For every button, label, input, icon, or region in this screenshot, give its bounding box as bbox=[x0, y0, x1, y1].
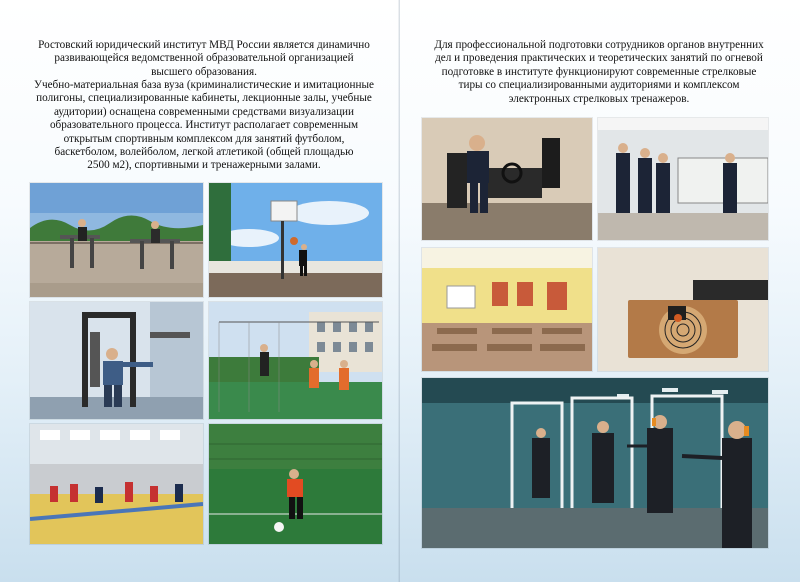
gym-machine-photo bbox=[30, 302, 203, 419]
facilities-line: баскетболом, волейболом, легкой атлетикой (общей площадью bbox=[54, 146, 354, 159]
shooting-line: подготовке в институте функционируют современные стрелковые bbox=[441, 65, 757, 78]
intro-line: Ростовский юридический институт МВД России является динамично bbox=[38, 39, 370, 51]
facilities-line: Учебно-материальная база вуза (криминалистические и имитационные bbox=[34, 79, 374, 91]
outdoor-gym-photo bbox=[30, 183, 203, 297]
officers-classroom-photo bbox=[598, 118, 768, 240]
facilities-line: аудитории) оснащена современными средствами визуализации bbox=[53, 105, 355, 118]
right-page bbox=[400, 0, 800, 582]
facilities-line: образовательного процесса. Институт располагает современным bbox=[49, 119, 359, 132]
simulator-photo bbox=[422, 118, 592, 240]
facilities-line: открытым спортивным комплексом для занятий футболом, bbox=[63, 132, 345, 145]
shooting-line: тиры со специализированными аудиториями и комплексом bbox=[458, 79, 740, 92]
facilities-line: полигоны, специализированные кабинеты, лекционные залы, учебные bbox=[36, 92, 372, 105]
empty-classroom-photo bbox=[422, 248, 592, 371]
shooting-line: дел и проведения практических и теоретических занятий по огневой bbox=[435, 52, 763, 65]
shooting-range-photo bbox=[422, 378, 768, 548]
volleyball-photo bbox=[209, 302, 382, 419]
facilities-line: 2500 м2), спортивными и тренажерными залами. bbox=[87, 159, 321, 172]
basketball-photo bbox=[209, 183, 382, 297]
facilities-paragraph bbox=[24, 79, 384, 173]
intro-line: высшего образования. bbox=[151, 65, 257, 78]
target-device-photo bbox=[598, 248, 768, 371]
shooting-paragraph bbox=[414, 39, 784, 106]
intro-paragraph bbox=[24, 39, 384, 79]
shooting-line: электронных стрелковых тренажеров. bbox=[508, 92, 690, 105]
intro-line: развивающейся ведомственной образовательной организацией bbox=[54, 52, 354, 65]
sports-hall-photo bbox=[30, 424, 203, 544]
shooting-line: Для профессиональной подготовки сотрудников органов внутренних bbox=[434, 39, 764, 51]
football-photo bbox=[209, 424, 382, 544]
